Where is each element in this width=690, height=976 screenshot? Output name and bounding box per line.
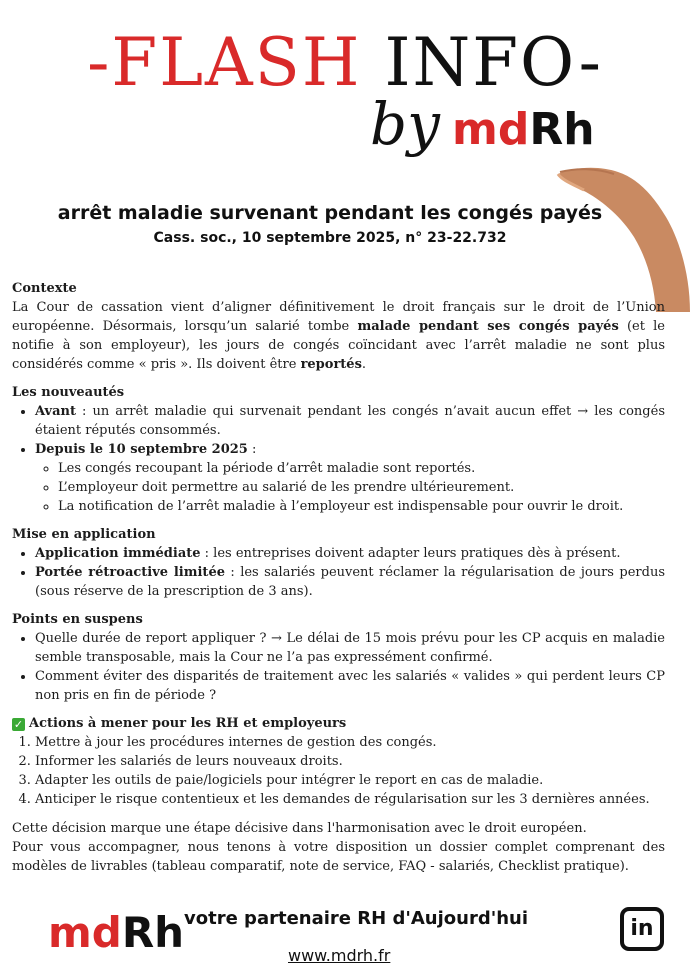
title-info: INFO- bbox=[384, 24, 603, 101]
depuis-sublist bbox=[35, 459, 665, 516]
subject-title: arrêt maladie survenant pendant les congés payés bbox=[57, 202, 603, 224]
application-item2-text: : les salariés peuvent réclamer la régularisation de jours perdus (sous réserve de la prescription de 3 ans). bbox=[35, 565, 665, 599]
section-actions bbox=[12, 714, 665, 809]
contexte-heading: Contexte bbox=[12, 281, 77, 296]
actions-heading: Actions à mener pour les RH et employeurs bbox=[29, 716, 347, 731]
check-icon: ✓ bbox=[13, 718, 24, 731]
application-item1-label: Application immédiate bbox=[35, 546, 201, 561]
closing-section bbox=[12, 819, 665, 876]
list-item bbox=[35, 544, 665, 563]
logo-rh: Rh bbox=[121, 908, 185, 957]
list-item: 4. Anticiper le risque contentieux et les demandes de régularisation sur les 3 dernières années. bbox=[35, 790, 665, 809]
application-heading: Mise en application bbox=[12, 527, 156, 542]
list-item bbox=[35, 440, 665, 516]
actions-list bbox=[12, 733, 665, 809]
contexte-text-3: . bbox=[361, 357, 367, 372]
section-suspens bbox=[12, 610, 665, 705]
depuis-text: : bbox=[247, 442, 257, 457]
logo-rh: Rh bbox=[529, 104, 595, 155]
list-item bbox=[35, 402, 665, 440]
application-item2-label: Portée rétroactive limitée bbox=[35, 565, 225, 580]
contexte-bold-2: reportés bbox=[300, 357, 362, 372]
application-list bbox=[12, 544, 665, 601]
list-item: 3. Adapter les outils de paie/logiciels pour intégrer le report en cas de maladie. bbox=[35, 771, 665, 790]
avant-label: Avant bbox=[35, 404, 76, 419]
contexte-bold-1: malade pendant ses congés payés bbox=[357, 319, 619, 334]
section-nouveautes bbox=[12, 383, 665, 516]
depuis-label: Depuis le 10 septembre 2025 bbox=[35, 442, 248, 457]
logo-md: md bbox=[48, 908, 122, 957]
list-item: ◦ Les congés recoupant la période d’arrêt maladie sont reportés. bbox=[58, 459, 665, 478]
actions-heading-row bbox=[12, 714, 665, 733]
linkedin-icon[interactable]: in bbox=[620, 907, 664, 951]
suspens-list bbox=[12, 629, 665, 705]
mdrh-logo-bottom bbox=[48, 908, 185, 957]
website-link[interactable]: www.mdrh.fr bbox=[288, 946, 391, 965]
list-item bbox=[35, 563, 665, 601]
list-item: 2. Informer les salariés de leurs nouveaux droits. bbox=[35, 752, 665, 771]
flash-info-title bbox=[0, 24, 690, 101]
nouveautes-heading: Les nouveautés bbox=[12, 385, 125, 400]
footer-tagline: votre partenaire RH d'Aujourd'hui bbox=[184, 908, 529, 929]
byline: by bbox=[370, 90, 440, 158]
list-item: ◦ L’employeur doit permettre au salarié de les prendre ultérieurement. bbox=[58, 478, 665, 497]
list-item: 1. Mettre à jour les procédures internes de gestion des congés. bbox=[35, 733, 665, 752]
logo-md: md bbox=[452, 104, 530, 155]
contexte-text-2: (et le notifie à son employeur), les jours de congés coïncidant avec l’arrêt maladie ne sont plus considérés comme « pris ». Ils doivent être bbox=[12, 319, 665, 372]
contexte-text-1: La Cour de cassation vient d’aligner définitivement le droit français sur le droit de l’Union européenne. Désormais, lorsqu’un salarié tombe bbox=[12, 300, 665, 334]
list-item: • Comment éviter des disparités de traitement avec les salariés « valides » qui perdent leurs CP non pris en fin de période ? bbox=[35, 667, 665, 705]
section-contexte bbox=[12, 279, 665, 374]
section-application bbox=[12, 525, 665, 601]
case-reference: Cass. soc., 10 septembre 2025, n° 23-22.732 bbox=[153, 230, 507, 246]
list-item: • Quelle durée de report appliquer ? → Le délai de 15 mois prévu pour les CP acquis en maladie semble transposable, mais la Cour ne l’a pas expressément confirmé. bbox=[35, 629, 665, 667]
application-item1-text: : les entreprises doivent adapter leurs pratiques dès à présent. bbox=[200, 546, 621, 561]
nouveautes-list bbox=[12, 402, 665, 516]
avant-text: : un arrêt maladie qui survenait pendant les congés n’avait aucun effet → les congés étaient réputés consommés. bbox=[35, 404, 665, 438]
contexte-paragraph bbox=[12, 298, 665, 374]
list-item: ◦ La notification de l’arrêt maladie à l’employeur est indispensable pour ouvrir le droit. bbox=[58, 497, 665, 516]
closing-line-1: Cette décision marque une étape décisive dans l'harmonisation avec le droit européen. bbox=[12, 821, 587, 836]
article-body bbox=[12, 279, 665, 876]
suspens-heading: Points en suspens bbox=[12, 612, 143, 627]
title-flash: -FLASH bbox=[87, 24, 362, 101]
closing-line-2: Pour vous accompagner, nous tenons à votre disposition un dossier complet comprenant des modèles de livrables (tableau comparatif, note de service, FAQ - salariés, Checklist pratique). bbox=[12, 840, 665, 874]
mdrh-logo-top bbox=[452, 104, 595, 155]
